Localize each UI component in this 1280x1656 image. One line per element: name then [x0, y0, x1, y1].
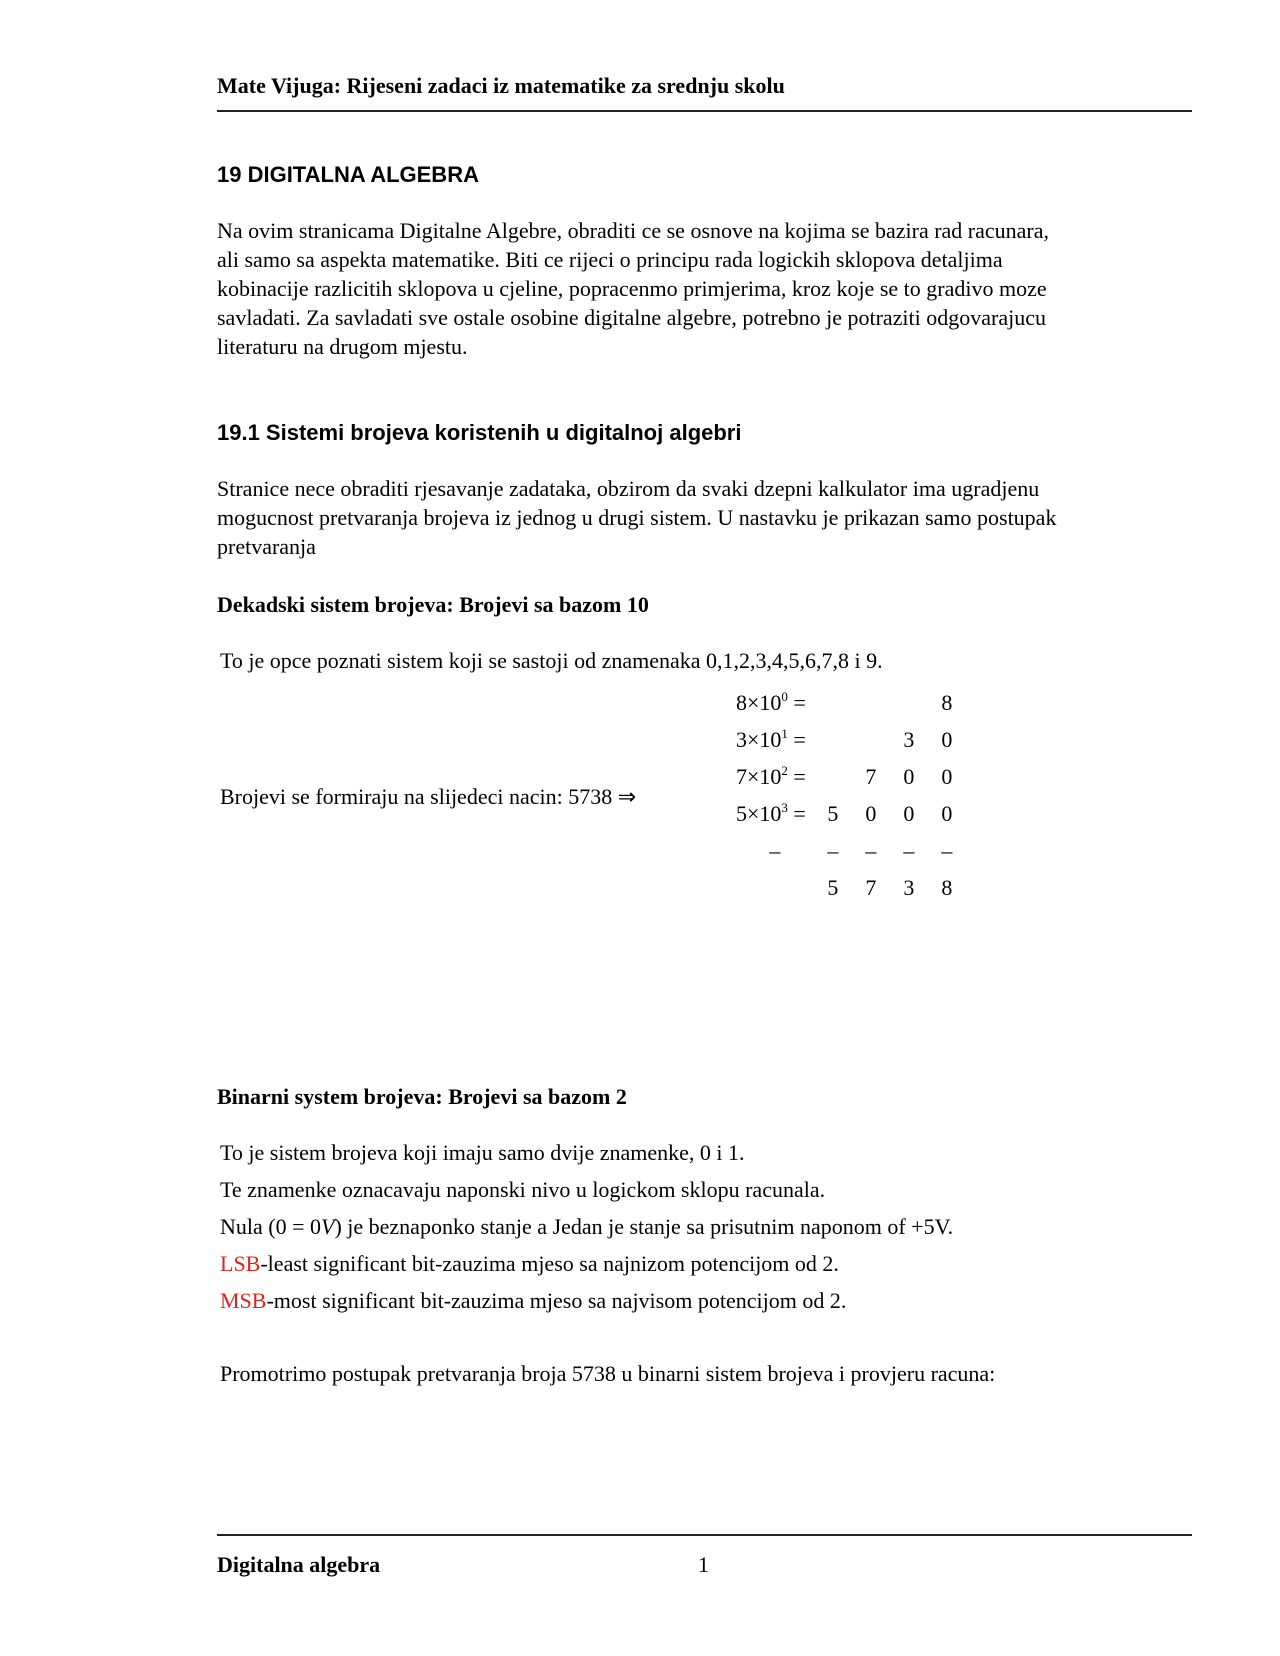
expansion-row [736, 758, 966, 795]
binary-line-2: Te znamenke oznacavaju naponski nivo u logickom sklopu racunala. [220, 1177, 826, 1202]
expansion-row [736, 684, 966, 721]
subsection-title: 19.1 Sistemi brojeva koristenih u digitalnoj algebri [217, 420, 742, 445]
section-intro [217, 216, 1192, 361]
lsb-line: LSB-least significant bit-zauzima mjeso sa najnizom potencijom od 2. [220, 1251, 839, 1276]
dash-cell: – [827, 837, 839, 863]
result-digit: 7 [865, 874, 877, 900]
digit-cell: 0 [941, 726, 953, 752]
result-digit: 5 [827, 874, 839, 900]
digit-cell: 0 [903, 763, 915, 789]
digit-cell: 0 [865, 800, 877, 826]
subsection-intro-line: Stranice nece obraditi rjesavanje zadataka, obzirom da svaki dzepni kalkulator ima ugradjenu [217, 476, 1040, 501]
dash-row [736, 832, 966, 869]
decimal-heading: Dekadski sistem brojeva: Brojevi sa bazom 10 [217, 592, 649, 617]
decimal-formation-label: Brojevi se formiraju na slijedeci nacin: 5738 ⇒ [220, 784, 637, 809]
conversion-line: Promotrimo postupak pretvaranja broja 5738 u binarni sistem brojeva i provjeru racuna: [220, 1361, 996, 1386]
expansion-row [736, 721, 966, 758]
expansion-term: $7\times 10^2$ = [736, 762, 806, 789]
result-digit: 8 [941, 874, 953, 900]
expansion-term: $5\times 10^3$ = [736, 799, 806, 826]
subsection-intro-line: mogucnost pretvaranja brojeva iz jednog u drugi sistem. U nastavku je prikazan samo postupak [217, 505, 1057, 530]
lsb-term: LSB [220, 1251, 261, 1276]
digit-cell: 7 [865, 763, 877, 789]
intro-line: savladati. Za savladati sve ostale osobine digitalne algebre, potrebno je potraziti odgovarajucu [217, 305, 1046, 330]
intro-line: Na ovim stranicama Digitalne Algebre, obraditi ce se osnove na kojima se bazira rad racunara, [217, 218, 1050, 243]
binary-line-1: To je sistem brojeva koji imaju samo dvije znamenke, 0 i 1. [220, 1140, 745, 1165]
intro-line: ali samo sa aspekta matematike. Biti ce rijeci o principu rada logickih sklopova detaljima [217, 247, 1003, 272]
result-row [736, 869, 966, 906]
digit-cell: 5 [827, 800, 839, 826]
dash-cell: – [769, 837, 781, 863]
msb-term: MSB [220, 1288, 267, 1313]
decimal-expansion-table [736, 684, 966, 906]
page-number: 1 [698, 1552, 709, 1577]
dash-cell: – [865, 837, 877, 863]
subsection-intro-line: pretvaranja [217, 534, 316, 559]
binary-heading: Binarni system brojeva: Brojevi sa bazom 2 [217, 1084, 627, 1109]
msb-line: MSB-most significant bit-zauzima mjeso sa najvisom potencijom od 2. [220, 1288, 847, 1313]
intro-line: kobinacije razlicitih sklopova u cjeline, popracenmo primjerima, kroz koje se to gradivo moze [217, 276, 1047, 301]
header-rule [217, 110, 1192, 112]
decimal-description: To je opce poznati sistem koji se sastoji od znamenaka 0,1,2,3,4,5,6,7,8 i 9. [220, 648, 883, 673]
section-title: 19 DIGITALNA ALGEBRA [217, 162, 479, 187]
digit-cell: 0 [903, 800, 915, 826]
digit-cell: 3 [903, 726, 915, 752]
digit-cell [814, 684, 852, 721]
dash-cell: – [903, 837, 915, 863]
expansion-term: $3\times 10^1$ = [736, 725, 806, 752]
intro-line: literaturu na drugom mjestu. [217, 334, 468, 359]
expansion-term: $8\times 10^0$ = [736, 688, 806, 715]
footer-title: Digitalna algebra [217, 1552, 381, 1577]
digit-cell [890, 684, 928, 721]
digit-cell: 8 [941, 689, 953, 715]
binary-line-3: Nula (0 = 0V) je beznaponko stanje a Jedan je stanje sa prisutnim naponom of +5V. [220, 1214, 954, 1239]
digit-cell: 0 [941, 800, 953, 826]
digit-cell [852, 684, 890, 721]
subsection-intro [217, 474, 1192, 561]
voltage-variable: V [321, 1214, 335, 1239]
digit-cell [814, 721, 852, 758]
result-digit: 3 [903, 874, 915, 900]
digit-cell: 0 [941, 763, 953, 789]
dash-cell: – [941, 837, 953, 863]
expansion-row [736, 795, 966, 832]
digit-cell [852, 721, 890, 758]
footer-rule [217, 1534, 1192, 1536]
digit-cell [814, 758, 852, 795]
page-header-title: Mate Vijuga: Rijeseni zadaci iz matematike za srednju skolu [217, 73, 785, 98]
